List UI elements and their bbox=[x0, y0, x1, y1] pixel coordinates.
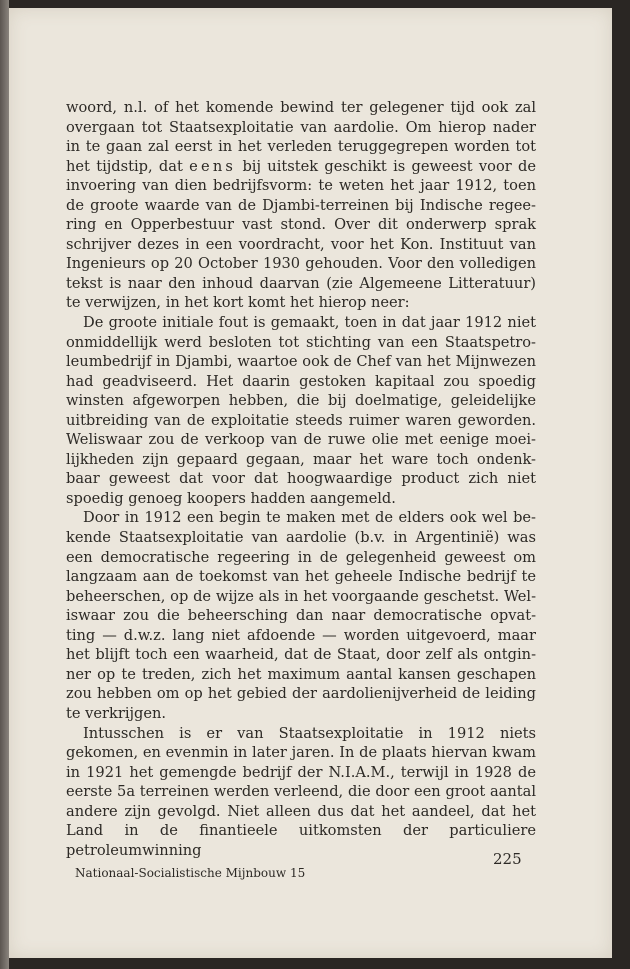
paragraph-1 bbox=[66, 98, 536, 313]
text-line: het blijft toch een waarheid, dat de Staat, door zelf als ontgin- bbox=[66, 646, 536, 664]
text-line: baar geweest dat voor dat hoogwaardige product zich niet bbox=[66, 470, 536, 488]
text-line: invoering van dien bedrijfsvorm: te weten het jaar 1912, toen bbox=[66, 177, 536, 195]
text-line: het tijdstip, dat bbox=[66, 157, 183, 175]
text-line: ner op te treden, zich het maximum aantal kansen geschapen bbox=[66, 665, 536, 683]
text-line: in te gaan zal eerst in het verleden teruggegrepen worden tot bbox=[66, 138, 536, 156]
text-line: kende Staatsexploitatie van aardolie (b.v. in Argentinië) was bbox=[66, 529, 536, 547]
text-line: ring en Opperbestuur vast stond. Over dit onderwerp sprak bbox=[66, 216, 536, 234]
page-sheet bbox=[9, 8, 612, 958]
book-spine-edge bbox=[0, 0, 9, 969]
text-line: tekst is naar den inhoud daarvan (zie Algemeene Litteratuur) te bbox=[66, 274, 536, 312]
text-line: verwijzen, in het kort komt het hierop neer: bbox=[85, 294, 410, 312]
text-line: Weliswaar zou de verkoop van de ruwe olie met eenige moei- bbox=[66, 431, 536, 449]
page-number: 225 bbox=[493, 850, 522, 868]
text-line: het gemengde bedrijf der N.I.A.M., terwijl in 1928 de eerste bbox=[66, 763, 536, 801]
text-line: 5a terreinen werden verleend, die door een groot aantal andere bbox=[66, 783, 537, 820]
text-line: de groote waarde van de Djambi-terreinen bij Indische regee- bbox=[66, 196, 536, 214]
body-text bbox=[66, 98, 536, 860]
paragraph-2 bbox=[66, 313, 536, 508]
text-line: iswaar zou die beheersching dan naar democratische opvat- bbox=[66, 607, 536, 625]
text-line: lijkheden zijn gepaard gegaan, maar het ware toch ondenk- bbox=[66, 450, 536, 468]
text-line: de finantieele uitkomsten der particuliere petroleumwinning bbox=[66, 822, 537, 859]
text-line: onmiddellijk werd besloten tot stichting van een Staatspetro- bbox=[66, 333, 536, 351]
running-footer: Nationaal-Socialistische Mijnbouw 15 bbox=[75, 866, 306, 880]
text-line: ting — d.w.z. lang niet afdoende — worden uitgevoerd, maar bbox=[66, 626, 536, 644]
text-line: winsten afgeworpen hebben, die bij doelmatige, geleidelijke bbox=[66, 392, 536, 410]
text-line: te verkrijgen. bbox=[66, 704, 167, 722]
text-line: De groote initiale fout is gemaakt, toen in dat jaar 1912 niet bbox=[83, 314, 536, 332]
text-line: en evenmin in later jaren. In de plaats hiervan kwam in 1921 bbox=[66, 744, 537, 781]
text-line: Ingenieurs op 20 October 1930 gehouden. Voor den volledigen bbox=[66, 255, 536, 273]
text-line: Intusschen is er van Staatsexploitatie in 1912 niets gekomen, bbox=[66, 724, 536, 762]
text-line: uitbreiding van de exploitatie steeds ruimer waren geworden. bbox=[66, 411, 536, 429]
text-line: beheerschen, op de wijze als in het voorgaande geschetst. Wel- bbox=[66, 587, 536, 605]
text-line: bij uitstek geschikt is geweest voor de bbox=[242, 157, 537, 175]
text-line: Door in 1912 een begin te maken met de elders ook wel be- bbox=[83, 509, 536, 527]
text-line: spoedig genoeg koopers hadden aangemeld. bbox=[66, 489, 396, 507]
text-line: zou hebben om op het gebied der aardolienijverheid de leiding bbox=[66, 685, 536, 703]
text-line: langzaam aan de toekomst van het geheele Indische bedrijf te bbox=[66, 568, 536, 586]
text-line: woord, n.l. of het komende bewind ter gelegener tijd ook zal bbox=[66, 99, 536, 116]
text-line: leumbedrijf in Djambi, waartoe ook de Chef van het Mijnwezen bbox=[66, 353, 536, 371]
text-line: had geadviseerd. Het daarin gestoken kapitaal zou spoedig bbox=[66, 372, 536, 390]
emphasized-word: eens bbox=[189, 157, 237, 175]
text-line: overgaan tot Staatsexploitatie van aardolie. Om hierop nader bbox=[66, 118, 536, 136]
text-line: schrijver dezes in een voordracht, voor het Kon. Instituut van bbox=[66, 235, 536, 253]
paragraph-4 bbox=[66, 724, 536, 861]
text-line: zijn gevolgd. Niet alleen dus dat het aandeel, dat het Land in bbox=[66, 802, 536, 840]
paragraph-3 bbox=[66, 508, 536, 723]
text-line: een democratische regeering in de gelegenheid geweest om bbox=[66, 548, 536, 566]
